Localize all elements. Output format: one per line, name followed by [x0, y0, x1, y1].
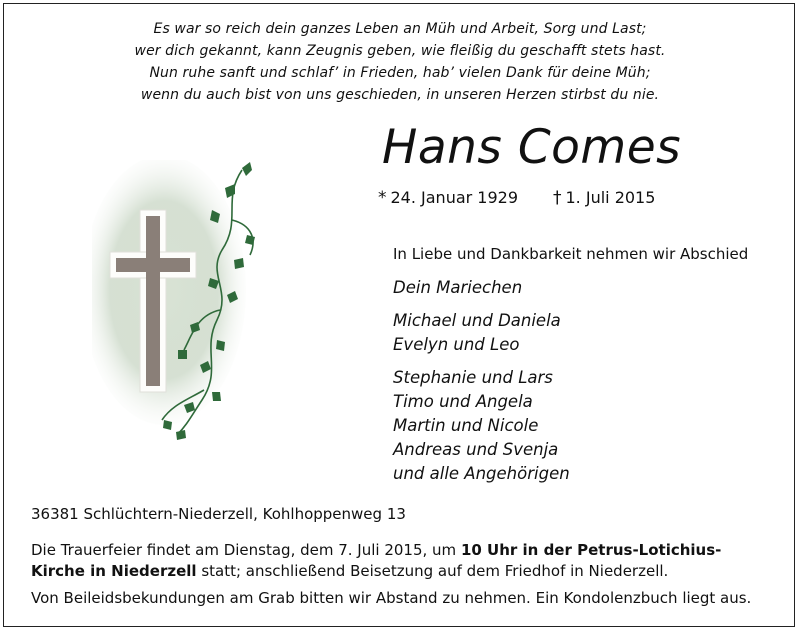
family-member: Martin und Nicole: [393, 416, 539, 435]
birth-date-text: 24. Januar 1929: [390, 188, 519, 207]
poem-line: Nun ruhe sanft und schlaf’ in Frieden, hab’ vielen Dank für deine Müh;: [149, 65, 651, 81]
family-group-1: [393, 276, 522, 300]
address: 36381 Schlüchtern-Niederzell, Kohlhoppenweg 13: [31, 505, 406, 523]
family-member: Stephanie und Lars: [393, 368, 553, 387]
family-group-2: [393, 309, 561, 357]
service-announcement: [31, 540, 776, 582]
service-time-location: 10 Uhr in der Petrus-Lotichius-: [460, 541, 722, 559]
family-member: Andreas und Svenja: [393, 440, 559, 459]
service-church: Kirche in Niederzell: [31, 562, 197, 580]
death-symbol: †: [553, 188, 562, 208]
cross-with-ivy-icon: [92, 160, 272, 450]
service-line-2: [31, 561, 776, 582]
poem-line: Es war so reich dein ganzes Leben an Müh und Arbeit, Sorg und Last;: [153, 21, 647, 37]
family-member: Timo und Angela: [393, 392, 533, 411]
family-member: und alle Angehörigen: [393, 464, 570, 483]
death-date: [553, 188, 655, 208]
birth-date: [378, 188, 518, 208]
family-member: Evelyn und Leo: [393, 335, 520, 354]
farewell-text: In Liebe und Dankbarkeit nehmen wir Abschied: [393, 245, 749, 263]
birth-symbol: *: [378, 188, 387, 208]
poem: [0, 18, 800, 106]
family-member: Michael und Daniela: [393, 311, 561, 330]
service-text-2: statt; anschließend Beisetzung auf dem Friedhof in Niederzell.: [196, 562, 669, 580]
family-member: Dein Mariechen: [393, 278, 523, 297]
deceased-name: Hans Comes: [382, 120, 682, 175]
service-text-1: Die Trauerfeier findet am Dienstag, dem 7. Juli 2015, um: [31, 541, 461, 559]
poem-line: wenn du auch bist von uns geschieden, in unseren Herzen stirbst du nie.: [140, 87, 660, 103]
death-date-text: 1. Juli 2015: [565, 188, 656, 207]
service-line-1: [31, 540, 776, 561]
condolence-note: Von Beileidsbekundungen am Grab bitten wir Abstand zu nehmen. Ein Kondolenzbuch liegt aus.: [31, 589, 752, 607]
family-group-3: [393, 366, 570, 486]
poem-line: wer dich gekannt, kann Zeugnis geben, wie fleißig du geschafft stets hast.: [134, 43, 666, 59]
